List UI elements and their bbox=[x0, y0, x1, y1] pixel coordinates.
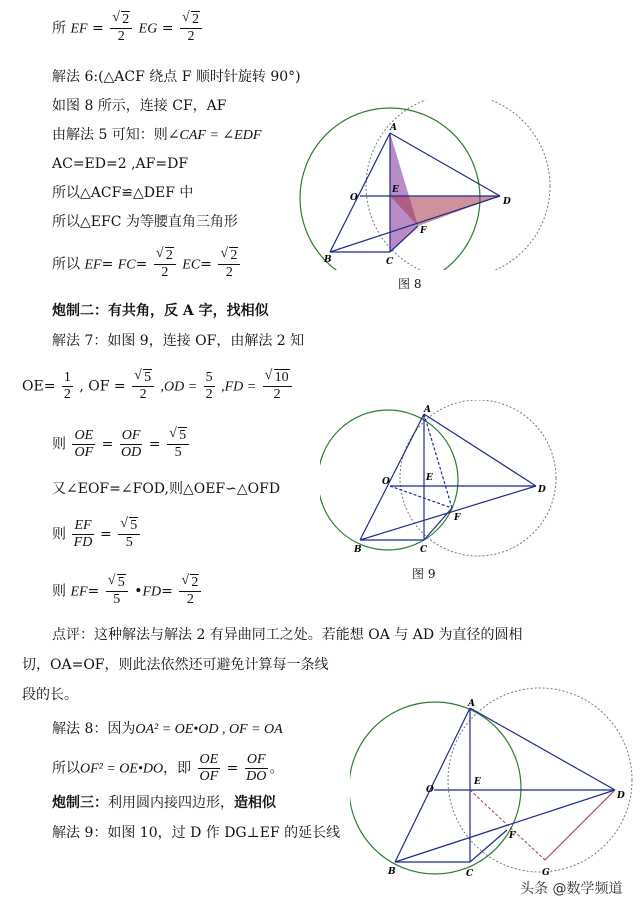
label-o: O bbox=[426, 785, 434, 795]
text-line-10: OE= $\frac{1}{2}$ , OF = √ $\frac{5}{2}$ ,OD = $\frac{5}{2}$ ,FD = √ $\frac{10}{2}$ bbox=[22, 370, 294, 403]
figure-8-caption: 图 8 bbox=[398, 277, 422, 291]
section-heading-3: 炮制三：利用圆内接四边形，造相似 bbox=[52, 795, 276, 811]
text-line-11: 则 $\frac{OE}{OF}$ = $\frac{OF}{OD}$ = √ $\frac{5}{5}$ bbox=[52, 428, 191, 461]
fraction: √ $\frac{5}{5}$ bbox=[118, 518, 140, 551]
text-line-4: 由解法 5 可知：则∠CAF = ∠EDF bbox=[52, 127, 262, 143]
fraction: √ $\frac{2}{2}$ bbox=[179, 575, 201, 608]
fraction: $\frac{OE}{OF}$ bbox=[74, 428, 94, 460]
text-line-5: AC=ED=2 ,AF=DF bbox=[52, 156, 189, 172]
text-line-17: 段的长。 bbox=[22, 687, 78, 703]
label-b: B bbox=[388, 867, 396, 877]
label-e: E bbox=[392, 185, 399, 195]
text-line-16: 切，OA=OF，则此法依然还可避免计算每一条线 bbox=[22, 657, 329, 673]
text-line-1: 所 EF = √ $\frac{2}{2}$ EG = √ $\frac{2}{2}$ bbox=[52, 12, 204, 45]
text-line-12: 又∠EOF=∠FOD,则△OEF∽△OFD bbox=[52, 481, 281, 497]
label-d: D bbox=[617, 791, 625, 801]
figure-10-dg-lines bbox=[470, 790, 615, 860]
text-line-2: 解法 6:(△ACF 绕点 F 顺时针旋转 90°) bbox=[52, 69, 301, 85]
fraction: $\frac{OF}{DO}$ bbox=[246, 752, 267, 784]
label-f: F bbox=[454, 513, 461, 523]
fraction: √ $\frac{5}{2}$ bbox=[132, 370, 154, 403]
text-line-9: 解法 7：如图 9，连接 OF，由解法 2 知 bbox=[52, 333, 305, 349]
fraction: √ $\frac{2}{2}$ bbox=[154, 248, 176, 281]
fraction: √ $\frac{5}{5}$ bbox=[106, 575, 128, 608]
figure-8 bbox=[290, 100, 620, 270]
text-line-3: 如图 8 所示，连接 CF，AF bbox=[52, 98, 227, 114]
label-e: E bbox=[426, 473, 433, 483]
label-f: F bbox=[420, 226, 427, 236]
label-c: C bbox=[420, 545, 428, 555]
text-line-7: 所以△EFC 为等腰直角三角形 bbox=[52, 214, 238, 230]
text-line-18: 解法 8：因为OA² = OE•OD , OF = OA bbox=[52, 721, 283, 737]
figure-9-caption: 图 9 bbox=[412, 567, 436, 581]
label-b: B bbox=[354, 545, 362, 555]
label-d: D bbox=[538, 485, 546, 495]
section-heading-2: 炮制二：有共角，反 A 字，找相似 bbox=[52, 303, 269, 319]
fraction: $\frac{1}{2}$ bbox=[63, 370, 71, 402]
fraction: $\frac{EF}{FD}$ bbox=[73, 518, 93, 550]
fraction: √ $\frac{5}{5}$ bbox=[167, 428, 189, 461]
fraction: √ $\frac{2}{2}$ bbox=[218, 248, 240, 281]
label-d: D bbox=[503, 197, 511, 207]
label-o: O bbox=[350, 193, 358, 203]
label-c: C bbox=[466, 869, 474, 879]
label-a: A bbox=[424, 405, 431, 415]
label-f: F bbox=[509, 831, 516, 841]
fraction: $\frac{5}{2}$ bbox=[205, 370, 213, 402]
text-line-6: 所以△ACF≌△DEF 中 bbox=[52, 185, 194, 201]
figure-10 bbox=[350, 680, 635, 880]
label-a: A bbox=[468, 699, 475, 709]
label-b: B bbox=[324, 255, 332, 265]
fraction: $\frac{OF}{OD}$ bbox=[120, 428, 142, 460]
watermark: 头条 @数学频道 bbox=[520, 881, 623, 897]
fraction: √ $\frac{10}{2}$ bbox=[263, 370, 292, 403]
label-c: C bbox=[386, 257, 394, 267]
fraction: √ $\frac{2}{2}$ bbox=[110, 12, 132, 45]
figure-9 bbox=[320, 400, 560, 560]
text-line-19: 所以OF² = OE•DO，即 $\frac{OE}{OF}$ = $\frac{OF}{DO}$ 。 bbox=[52, 752, 284, 784]
text-line-14: 则 EF= √ $\frac{5}{5}$ •FD= √ $\frac{2}{2}$ bbox=[52, 575, 203, 608]
label-o: O bbox=[382, 477, 390, 487]
fraction: $\frac{OE}{OF}$ bbox=[199, 752, 219, 784]
label-g: G bbox=[542, 868, 550, 878]
fraction: √ $\frac{2}{2}$ bbox=[180, 12, 202, 45]
circle-dotted bbox=[400, 400, 556, 556]
text-line-13: 则 $\frac{EF}{FD}$ = √ $\frac{5}{5}$ bbox=[52, 518, 142, 551]
text-line-15: 点评：这种解法与解法 2 有异曲同工之处。若能想 OA 与 AD 为直径的圆相 bbox=[52, 627, 523, 643]
text-line-20: 解法 9：如图 10，过 D 作 DG⊥EF 的延长线 bbox=[52, 825, 341, 841]
label-a: A bbox=[390, 123, 397, 133]
text-line-8: 所以 EF= FC= √ $\frac{2}{2}$ EC= √ $\frac{2}{2}$ bbox=[52, 248, 242, 281]
label-e: E bbox=[474, 777, 481, 787]
